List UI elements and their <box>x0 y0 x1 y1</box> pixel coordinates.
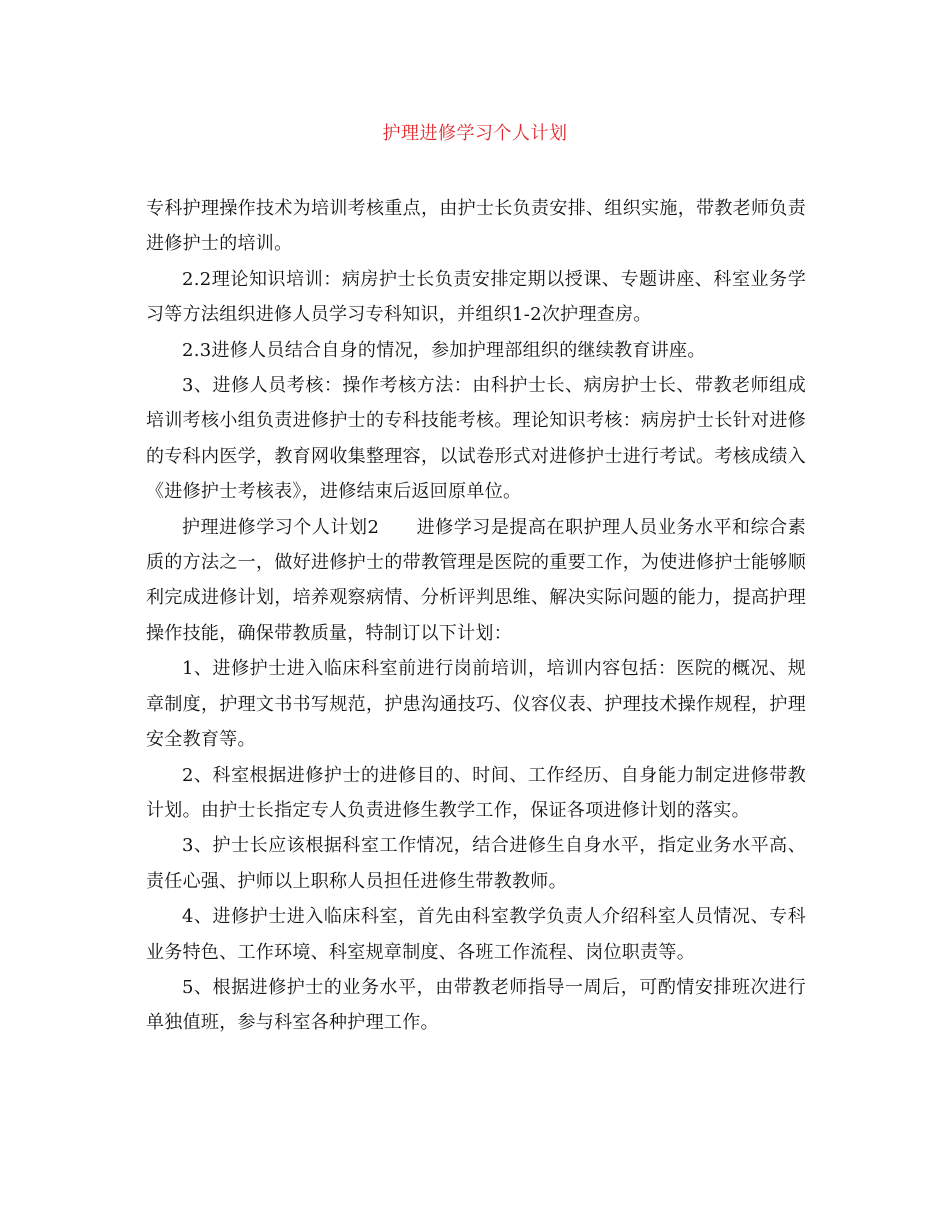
paragraph-4: 3、进修人员考核：操作考核方法：由科护士长、病房护士长、带教老师组成培训考核小组负责进修护士的专科技能考核。理论知识考核：病房护士长针对进修的专科内医学，教育网收集整理容，以试卷形式对进修护士进行考试。考核成绩入《进修护士考核表》，进修结束后返回原单位。 <box>146 375 806 503</box>
paragraph-6: 1、进修护士进入临床科室前进行岗前培训，培训内容包括：医院的概况、规章制度，护理文书书写规范，护患沟通技巧、仪容仪表、护理技术操作规程，护理安全教育等。 <box>146 658 806 751</box>
paragraph-8: 3、护士长应该根据科室工作情况，结合进修生自身水平，指定业务水平高、责任心强、护师以上职称人员担任进修生带教教师。 <box>146 835 806 892</box>
paragraph-7: 2、科室根据进修护士的进修目的、时间、工作经历、自身能力制定进修带教计划。由护士长指定专人负责进修生教学工作，保证各项进修计划的落实。 <box>146 764 806 821</box>
paragraph-3: 2.3进修人员结合自身的情况，参加护理部组织的继续教育讲座。 <box>182 339 706 361</box>
paragraph-10: 5、根据进修护士的业务水平，由带教老师指导一周后，可酌情安排班次进行单独值班，参与科室各种护理工作。 <box>146 976 806 1034</box>
paragraph-1: 专科护理操作技术为培训考核重点，由护士长负责安排、组织实施，带教老师负责进修护士的培训。 <box>146 198 806 255</box>
document-title: 护理进修学习个人计划 <box>382 123 568 144</box>
paragraph-9: 4、进修护士进入临床科室，首先由科室教学负责人介绍科室人员情况、专科业务特色、工作环境、科室规章制度、各班工作流程、岗位职责等。 <box>146 906 806 963</box>
paragraph-2: 2.2理论知识培训：病房护士长负责安排定期以授课、专题讲座、科室业务学习等方法组织进修人员学习专科知识，并组织1-2次护理查房。 <box>146 268 806 326</box>
document-body <box>146 191 806 1041</box>
paragraph-5: 护理进修学习个人计划2 进修学习是提高在职护理人员业务水平和综合素质的方法之一，做好进修护士的带教管理是医院的重要工作，为使进修护士能够顺利完成进修计划，培养观察病情、分析评判思维、解决实际问题的能力，提高护理操作技能，确保带教质量，特制订以下计划： <box>146 516 806 644</box>
